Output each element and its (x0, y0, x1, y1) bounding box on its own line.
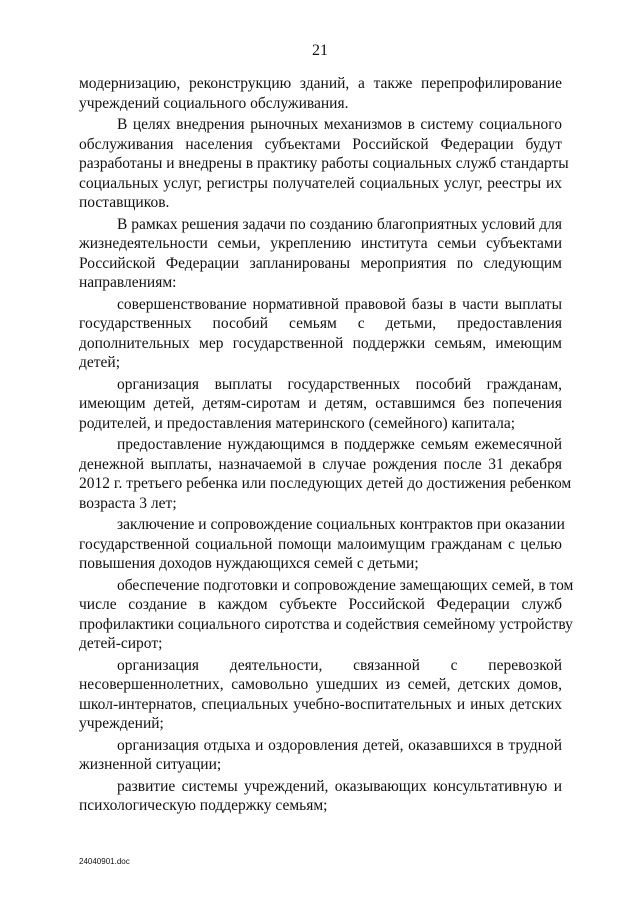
text-line: числе создание в каждом субъекте Российской Федерации служб (79, 596, 562, 613)
text-line: учреждений социального обслуживания. (79, 94, 349, 112)
paragraph (79, 435, 572, 513)
text-line: учреждений; (79, 715, 164, 732)
file-name-footer: 24040901.doc (79, 857, 130, 866)
text-line: жизненной ситуации; (79, 756, 222, 773)
paragraph (79, 295, 562, 373)
document-body (79, 74, 574, 818)
text-line: социальных услуг, регистры получателей социальных услуг, реестры их (79, 174, 562, 192)
text-line: возраста 3 лет; (79, 494, 177, 512)
text-line: государственных пособий семьям с детьми, предоставления (79, 315, 562, 332)
text-line: государственной социальной помощи малоимущим гражданам с целью (79, 535, 562, 553)
text-line: поставщиков. (79, 194, 170, 211)
text-line: жизнедеятельности семьи, укреплению института семьи субъектами (79, 235, 562, 252)
text-line: развитие системы учреждений, оказывающих консультативную и (117, 777, 562, 795)
text-line: В рамках решения задачи по созданию благоприятных условий для (117, 215, 562, 233)
text-line: профилактики социального сиротства и содействия семейному устройству (79, 615, 573, 633)
text-line: обслуживания населения субъектами Российской Федерации будут (79, 135, 562, 153)
text-line: модернизацию, реконструкцию зданий, а также перепрофилирование (79, 75, 562, 92)
text-line: родителей, и предоставления материнского (семейного) капитала; (79, 414, 516, 432)
text-line: организация деятельности, связанной с перевозкой (117, 656, 562, 674)
paragraph (79, 515, 565, 574)
text-line: организация отдыха и оздоровления детей, оказавшихся в трудной (117, 736, 562, 754)
paragraph (79, 736, 562, 775)
text-line: детей-сирот; (79, 635, 163, 652)
text-line: разработаны и внедрены в практику работы социальных служб стандарты (79, 155, 569, 172)
paragraph (79, 375, 562, 434)
text-line: несовершеннолетних, самовольно ушедших из семей, детских домов, (79, 676, 562, 693)
text-line: детей; (79, 354, 121, 371)
text-line: заключение и сопровождение социальных контрактов при оказании (117, 516, 565, 533)
text-line: повышения доходов нуждающихся семей с детьми; (79, 555, 419, 572)
text-line: обеспечение подготовки и сопровождение замещающих семей, в том (117, 576, 574, 594)
paragraph (79, 656, 562, 734)
paragraph (79, 215, 562, 293)
text-line: Российской Федерации запланированы мероприятия по следующим (79, 254, 562, 272)
text-line: направлениям: (79, 274, 177, 291)
paragraph (79, 74, 562, 113)
text-line: В целях внедрения рыночных механизмов в систему социального (117, 116, 562, 133)
paragraph (79, 576, 574, 654)
text-line: предоставление нуждающимся в поддержке семьям ежемесячной (117, 436, 562, 453)
text-line: 2012 г. третьего ребенка или последующих детей до достижения ребенком (79, 475, 572, 492)
page-number: 21 (312, 42, 328, 59)
text-line: денежной выплаты, назначаемой в случае рождения после 31 декабря (79, 455, 562, 473)
text-line: школ-интернатов, специальных учебно-воспитательных и иных детских (79, 695, 562, 713)
text-line: дополнительных мер государственной поддержки семьям, имеющим (79, 334, 562, 352)
paragraph (79, 777, 562, 816)
text-line: имеющим детей, детям-сиротам и детям, оставшимся без попечения (79, 395, 562, 412)
paragraph (79, 115, 569, 213)
text-line: совершенствование нормативной правовой базы в части выплаты (117, 295, 562, 313)
text-line: организация выплаты государственных пособий гражданам, (117, 375, 562, 393)
text-line: психологическую поддержку семьям; (79, 797, 328, 814)
